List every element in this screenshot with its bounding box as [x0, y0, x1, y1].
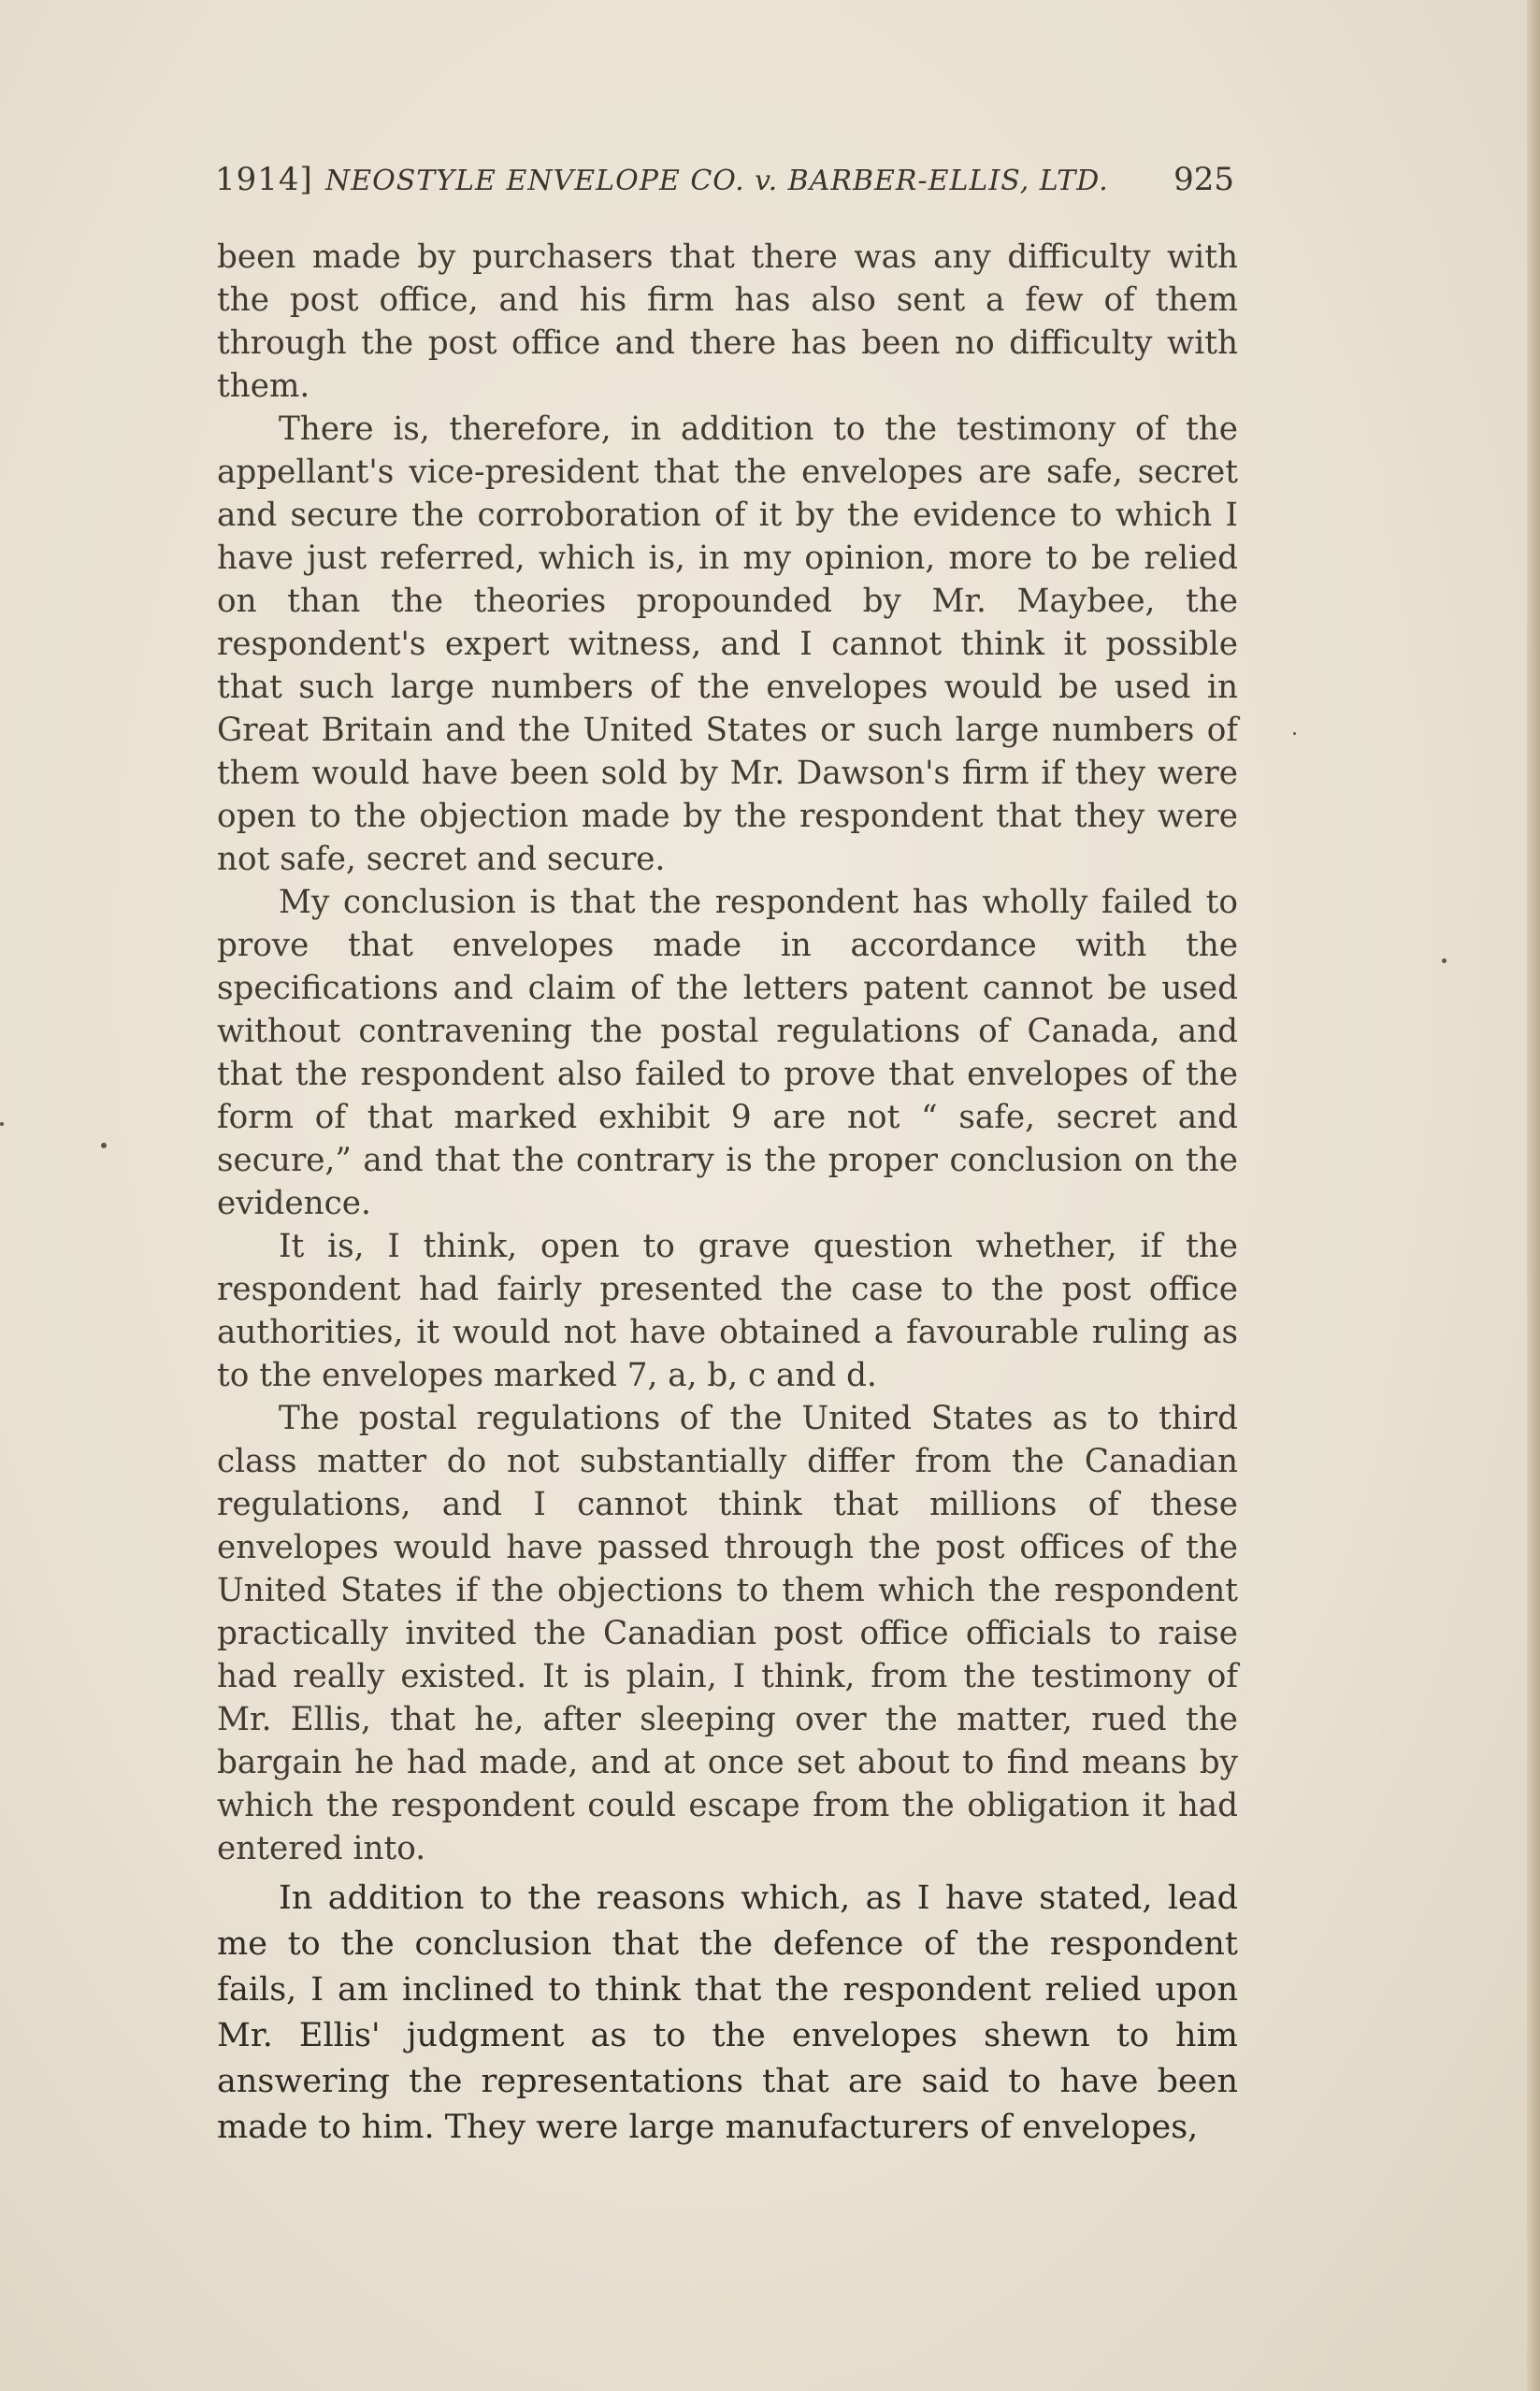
- paragraph: The postal regulations of the United States as to third class matter do not substantially differ from the Canadian regulations, and I cannot think that millions of these envelopes would have passed through the post offices of the United States if the objections to them which the respondent practically invited the Canadian post office officials to raise had really existed. It is plain, I think, from the testimony of Mr. Ellis, that he, after sleeping over the matter, rued the bargain he had made, and at once set about to find means by which the respondent could escape from the obligation it had entered into.: [217, 1400, 1238, 1867]
- paragraph: In addition to the reasons which, as I have stated, lead me to the conclusion that the defence of the respondent fails, I am inclined to think that the respondent relied upon Mr. Ellis' judgment as to the envelopes shewn to him answering the representations that are said to have been made to him. They were large manufacturers of envelopes,: [217, 1880, 1238, 2146]
- paragraph: It is, I think, open to grave question whether, if the respondent had fairly presented the case to the post office authorities, it would not have obtained a favourable ruling as to the envelopes marked 7, a, b, c and d.: [217, 1228, 1238, 1394]
- page-number: 925: [1173, 161, 1234, 198]
- paragraph: There is, therefore, in addition to the testimony of the appellant's vice-president that the envelopes are safe, secret and secure the corroboration of it by the evidence to which I have just referred, which is, in my opinion, more to be relied on than the theories propounded by Mr. Maybee, the respondent's expert witness, and I cannot think it possible that such large numbers of the envelopes would be used in Great Britain and the United States or such large numbers of them would have been sold by Mr. Dawson's firm if they were open to the objection made by the respondent that they were not safe, secret and secure.: [217, 411, 1238, 878]
- header-case-title: NEOSTYLE ENVELOPE CO. v. BARBER-ELLIS, LTD.: [325, 165, 1109, 197]
- paper-speck: [1442, 958, 1446, 963]
- paragraph-continuation: been made by purchasers that there was any difficulty with the post office, and his firm has also sent a few of them through the post office and there has been no difficulty with them.: [217, 238, 1238, 405]
- paper-speck: [1293, 732, 1296, 735]
- header-year: 1914]: [215, 161, 313, 198]
- running-header: [215, 161, 1234, 208]
- paragraph: My conclusion is that the respondent has wholly failed to prove that envelopes made in accordance with the specifications and claim of the letters patent cannot be used without contravening the postal regulations of Canada, and that the respondent also failed to prove that envelopes of the form of that marked exhibit 9 are not “ safe, secret and secure,” and that the contrary is the proper conclusion on the evidence.: [217, 884, 1238, 1222]
- paper-speck: [101, 1143, 107, 1148]
- body-text: [217, 236, 1238, 2151]
- page-edge-shadow: [1527, 0, 1540, 2391]
- paper-speck: [0, 1122, 4, 1126]
